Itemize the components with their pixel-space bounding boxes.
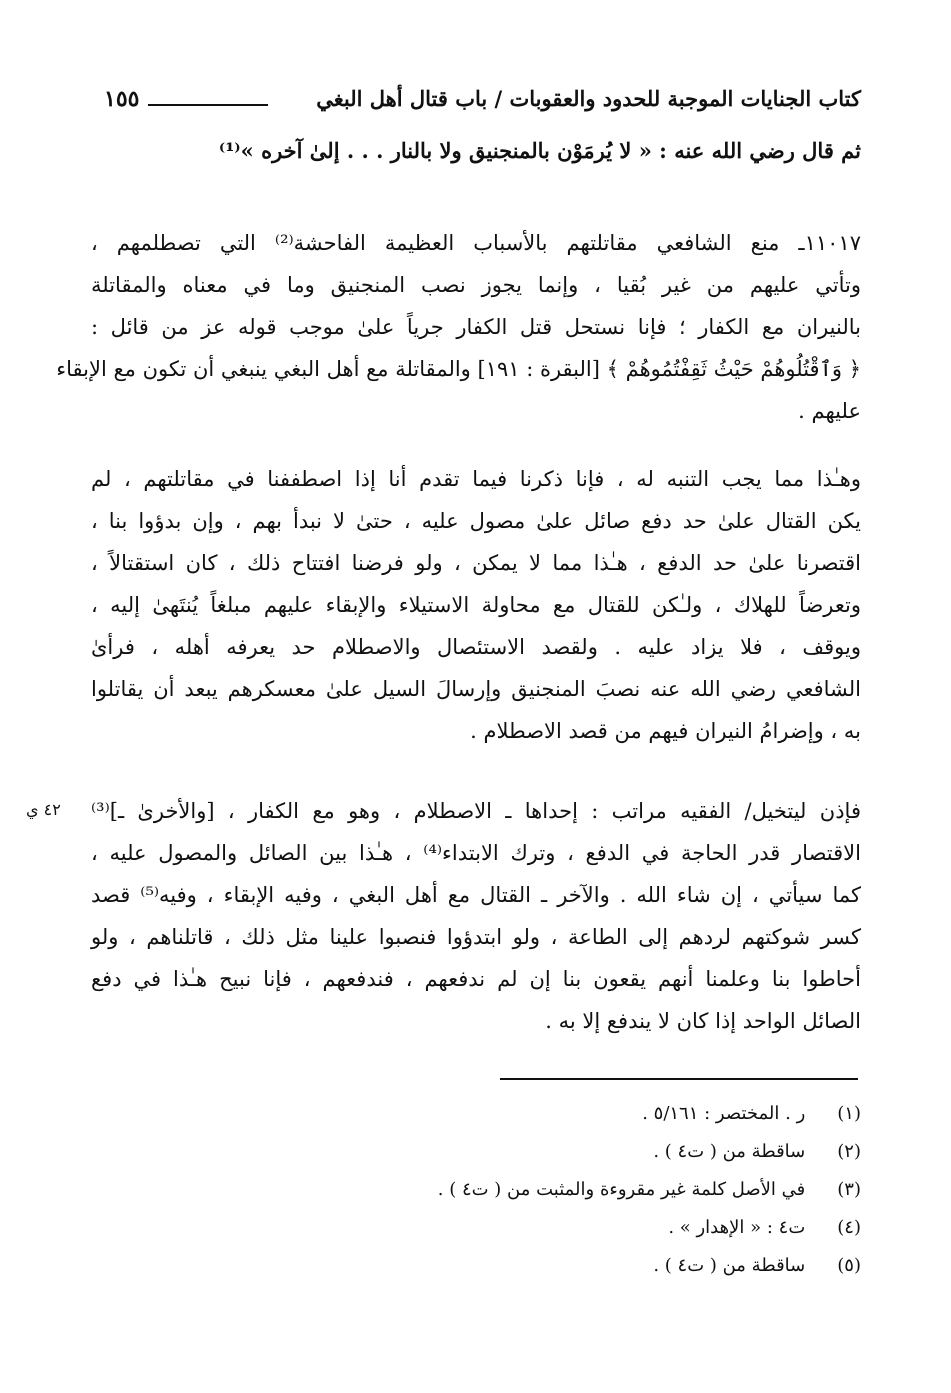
footnote-number: (١): [837, 1103, 861, 1124]
body-line: عليهم .: [798, 399, 861, 423]
footnote-text: ساقطة من ( ت٤ ) .: [653, 1141, 806, 1162]
footnote: [101, 1176, 861, 1204]
body-line: اقتصرنا علىٰ حد الدفع ، هـٰذا مما لا يمكن ، ولو فرضنا افتتاح ذلك ، كان استقتالاً ،: [91, 551, 861, 575]
running-header-title: كتاب الجنايات الموجبة للحدود والعقوبات / باب قتال أهل البغي: [316, 86, 861, 111]
footnote-number: (٤): [837, 1217, 861, 1238]
body-line: يكن القتال علىٰ حد دفع صائل علىٰ مصول عليه ، حتىٰ لا نبدأ بهم ، وإن بدؤوا بنا ،: [91, 509, 861, 533]
footnote-separator: [500, 1078, 858, 1080]
margin-folio-note: ٤٢ ي: [26, 800, 61, 819]
body-line: فإذن ليتخيل/ الفقيه مراتب : إحداها ـ الاصطلام ، وهو مع الكفار ، [والأخرىٰ ـ]⁽³⁾: [91, 799, 861, 823]
footnote: [101, 1100, 861, 1128]
footnote: [101, 1252, 861, 1280]
page-number: ١٥٥: [104, 86, 140, 112]
body-line: ١١٠١٧ـ منع الشافعي مقاتلتهم بالأسباب العظيمة الفاحشة⁽²⁾ التي تصطلمهم ،: [91, 231, 861, 255]
footnote-text: ساقطة من ( ت٤ ) .: [653, 1255, 806, 1276]
section-quote: ثم قال رضي الله عنه : « لا يُرمَوْن بالمنجنيق ولا بالنار . . . إلىٰ آخره »⁽¹⁾: [218, 138, 861, 163]
body-line: وتأتي عليهم من غير بُقيا ، وإنما يجوز نصب المنجنيق وما في معناه والمقاتلة: [91, 273, 861, 297]
body-line: وهـٰذا مما يجب التنبه له ، فإنا ذكرنا فيما تقدم أنا إذا اصطففنا في مقاتلتهم ، لم: [91, 467, 861, 491]
body-line: وتعرضاً للهلاك ، ولـٰكن للقتال مع محاولة الاستيلاء والإبقاء عليهم مبلغاً يُنتَهىٰ إليه ،: [91, 593, 861, 617]
body-line: بالنيران مع الكفار ؛ فإنا نستحل قتل الكفار جرياً علىٰ موجب قوله عز من قائل :: [91, 315, 861, 339]
header-rule: [148, 104, 268, 106]
footnote: [101, 1214, 861, 1242]
body-line: أحاطوا بنا وعلمنا أنهم يقعون بنا إن لم ندفعهم ، فندفعهم ، فإنا نبيح هـٰذا في دفع: [91, 967, 861, 991]
footnote-text: ت٤ : « الإهدار » .: [668, 1217, 806, 1238]
footnote-number: (٣): [837, 1179, 861, 1200]
body-line: الشافعي رضي الله عنه نصبَ المنجنيق وإرسالَ السيل علىٰ معسكرهم يبعد أن يقاتلوا: [91, 677, 861, 701]
body-line: ويوقف ، فلا يزاد عليه . ولقصد الاستئصال والاصطلام حد يعرفه أهله ، فرأىٰ: [91, 635, 861, 659]
footnote-number: (٥): [837, 1255, 861, 1276]
body-line: ﴿ وَٱقْتُلُوهُمْ حَيْثُ ثَقِفْتُمُوهُمْ ﴾ [البقرة : ١٩١] والمقاتلة مع أهل البغي ينبغي أن تكون مع الإبقاء: [56, 357, 861, 381]
body-line: كما سيأتي ، إن شاء الله . والآخر ـ القتال مع أهل البغي ، وفيه الإبقاء ، وفيه⁽⁵⁾ قصد: [91, 883, 861, 907]
body-line: به ، وإضرامُ النيران فيهم من قصد الاصطلام .: [470, 719, 861, 743]
footnote-text: في الأصل كلمة غير مقروءة والمثبت من ( ت٤ ) .: [437, 1179, 806, 1200]
body-line: كسر شوكتهم لردهم إلى الطاعة ، ولو ابتدؤوا فنصبوا علينا مثل ذلك ، قاتلناهم ، ولو: [91, 925, 861, 949]
footnote-number: (٢): [837, 1141, 861, 1162]
body-line: الاقتصار قدر الحاجة في الدفع ، وترك الابتداء⁽⁴⁾ ، هـٰذا بين الصائل والمصول عليه ،: [91, 841, 861, 865]
footnote-text: ر . المختصر : ٥/١٦١ .: [642, 1103, 806, 1124]
footnote: [101, 1138, 861, 1166]
body-line: الصائل الواحد إذا كان لا يندفع إلا به .: [545, 1009, 861, 1033]
